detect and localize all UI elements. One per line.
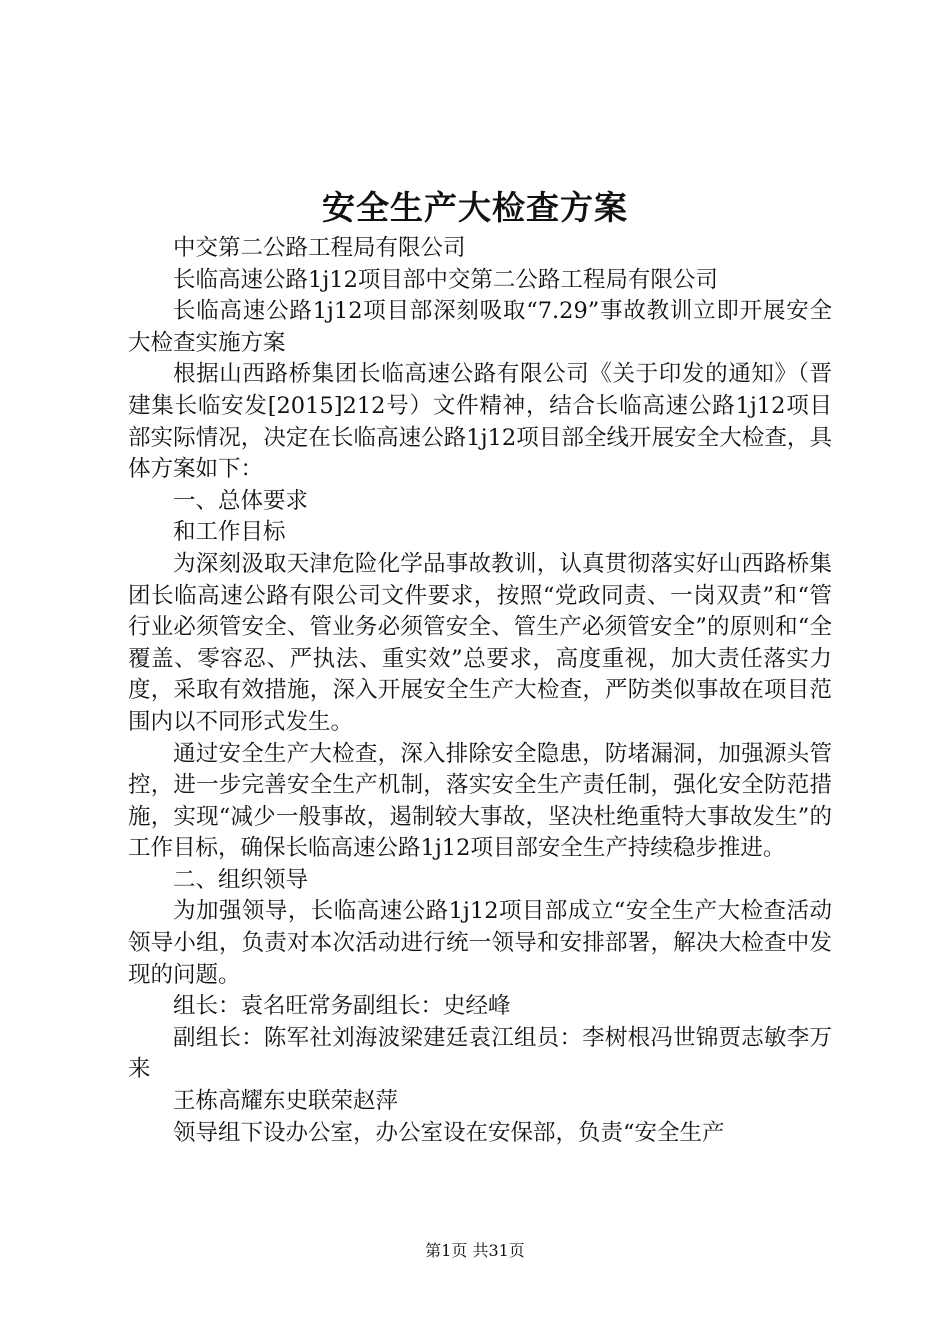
paragraph-basis: 根据山西路桥集团长临高速公路有限公司《关于印发的通知》（晋建集长临安发[2015]212号）文件精神，结合长临高速公路1j12项目部实际情况，决定在长临高速公路1j12项目部全线开展安全大检查，具体方案如下：: [128, 361, 832, 483]
section-heading-2: 二、组织领导: [173, 866, 309, 893]
paragraph-requirements: 为深刻汲取天津危险化学品事故教训，认真贯彻落实好山西路桥集团长临高速公路有限公司文件要求，按照“党政同责、一岗双责”和“管行业必须管安全、管业务必须管安全、管生产必须管安全”的原则和“全覆盖、零容忍、严执法、重实效”总要求，高度重视，加大责任落实力度，采取有效措施，深入开展安全生产大检查，严防类似事故在项目范围内以不同形式发生。: [128, 550, 832, 735]
paragraph-leadership: 为加强领导，长临高速公路1j12项目部成立“安全生产大检查活动领导小组，负责对本次活动进行统一领导和安排部署，解决大检查中发现的问题。: [128, 898, 832, 988]
paragraph-leader: 组长：袁名旺常务副组长：史经峰: [173, 993, 511, 1020]
document-title: 安全生产大检查方案: [322, 188, 628, 227]
paragraph-deputy: 副组长：陈军社刘海波梁建廷袁江组员：李树根冯世锦贾志敏李万来: [128, 1024, 832, 1083]
section-heading-1: 一、总体要求: [173, 487, 309, 514]
paragraph-project-dept: 长临高速公路1j12项目部中交第二公路工程局有限公司: [173, 266, 718, 293]
page-footer: 第1页 共31页: [425, 1241, 525, 1260]
document-body: [128, 233, 832, 1149]
paragraph-office: 领导组下设办公室，办公室设在安保部，负责“安全生产: [173, 1119, 725, 1146]
paragraph-plan-heading: 长临高速公路1j12项目部深刻吸取“7.29”事故教训立即开展安全大检查实施方案: [128, 298, 832, 356]
paragraph-company: 中交第二公路工程局有限公司: [173, 235, 466, 261]
paragraph-members: 王栋高耀东史联荣赵萍: [173, 1088, 399, 1115]
section-heading-1-cont: 和工作目标: [173, 519, 286, 546]
paragraph-goals: 通过安全生产大检查，深入排除安全隐患，防堵漏洞，加强源头管控，进一步完善安全生产机制，落实安全生产责任制，强化安全防范措施，实现“减少一般事故，遏制较大事故，坚决杜绝重特大事故发生”的工作目标，确保长临高速公路1j12项目部安全生产持续稳步推进。: [128, 740, 832, 862]
